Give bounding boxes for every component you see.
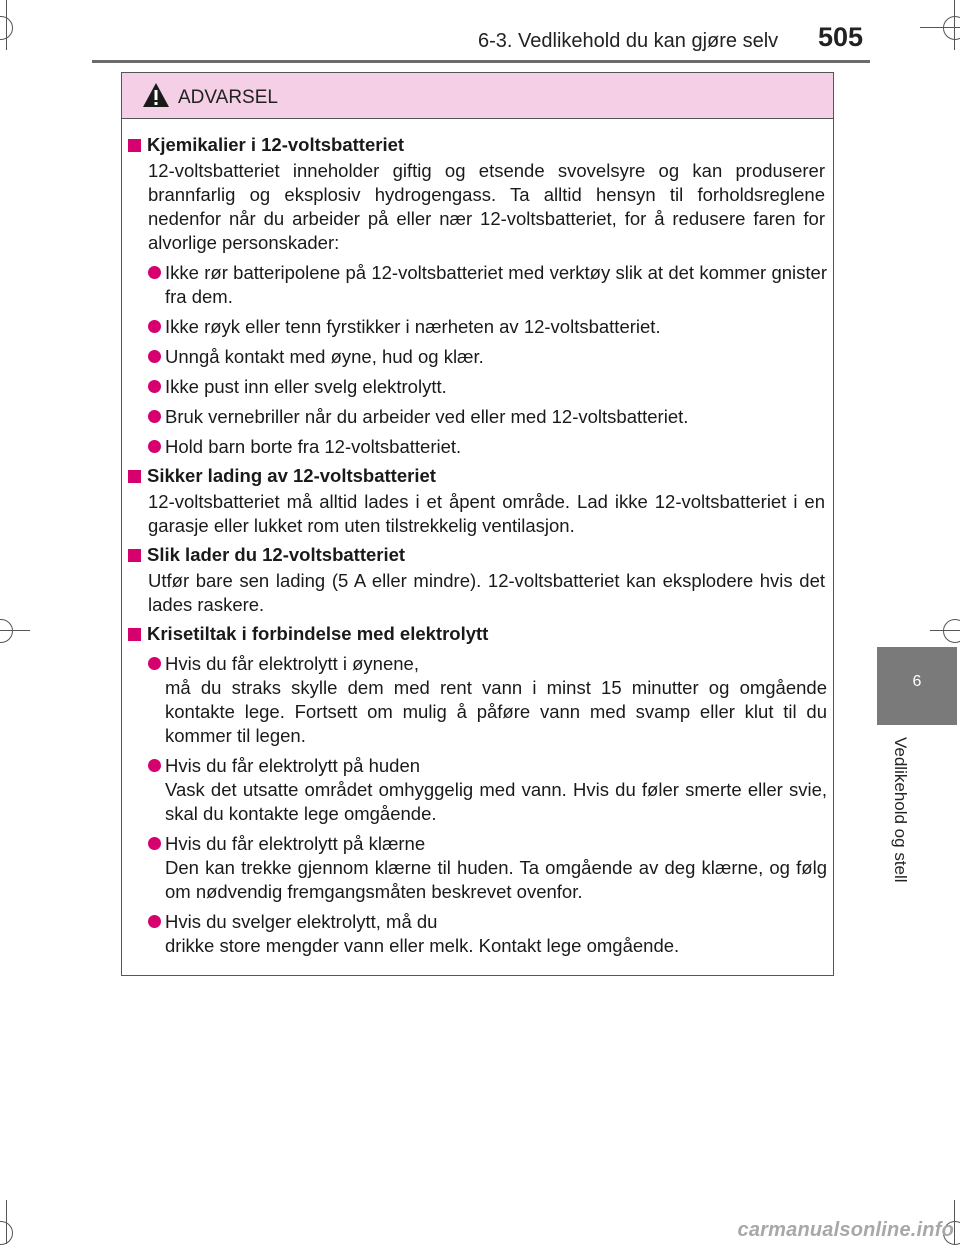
warning-header	[122, 73, 833, 119]
warning-content	[122, 118, 833, 963]
warning-triangle-icon	[142, 82, 170, 108]
round-bullet-icon	[148, 266, 161, 279]
round-bullet-icon	[148, 440, 161, 453]
section-text: 12-voltsbatteriet inneholder giftig og etsende svovelsyre og kan produserer brannfarlig og eksplosiv hydrogengass. Ta alltid hensyn til forholdsreglene nedenfor når du arbeider på eller nær 12-voltsbatteriet, for å redusere faren for alvorlige personskader:	[148, 160, 825, 253]
section-how-to-charge	[128, 543, 827, 617]
section-safe-charging	[128, 464, 827, 538]
crop-circle-mid-left	[0, 619, 13, 643]
section-title: 6-3. Vedlikehold du kan gjøre selv	[478, 30, 779, 52]
round-bullet-icon	[148, 320, 161, 333]
list-item: Ikke rør batteripolene på 12-voltsbatteriet med verktøy slik at det kommer gnister fra dem.	[148, 261, 827, 309]
round-bullet-icon	[148, 657, 161, 670]
round-bullet-icon	[148, 410, 161, 423]
list-item: Hvis du svelger elektrolytt, må du drikke store mengder vann eller melk. Kontakt lege omgående.	[148, 910, 827, 958]
list-item: Unngå kontakt med øyne, hud og klær.	[148, 345, 827, 369]
chapter-number: 6	[912, 673, 922, 690]
section-text: Utfør bare sen lading (5 A eller mindre). 12-voltsbatteriet kan eksplodere hvis det lades raskere.	[148, 570, 825, 615]
square-bullet-icon	[128, 628, 141, 641]
square-bullet-icon	[128, 470, 141, 483]
section-chemicals	[128, 133, 827, 459]
round-bullet-icon	[148, 759, 161, 772]
section-heading: Sikker lading av 12-voltsbatteriet	[128, 464, 827, 488]
list-item: Ikke pust inn eller svelg elektrolytt.	[148, 375, 827, 399]
watermark: carmanualsonline.info	[737, 1219, 954, 1241]
chapter-label: Vedlikehold og stell	[891, 737, 910, 883]
section-heading: Kjemikalier i 12-voltsbatteriet	[128, 133, 827, 157]
page-number: 505	[818, 22, 864, 52]
round-bullet-icon	[148, 915, 161, 928]
square-bullet-icon	[128, 139, 141, 152]
warning-box	[121, 72, 834, 976]
round-bullet-icon	[148, 837, 161, 850]
section-heading: Krisetiltak i forbindelse med elektrolytt	[128, 622, 827, 646]
square-bullet-icon	[128, 549, 141, 562]
warning-label: ADVARSEL	[178, 87, 278, 108]
section-text: 12-voltsbatteriet må alltid lades i et åpent område. Lad ikke 12-voltsbatteriet i en garasje eller lukket rom uten tilstrekkelig ventilasjon.	[148, 491, 825, 536]
list-item: Hvis du får elektrolytt på huden Vask det utsatte området omhyggelig med vann. Hvis du føler smerte eller svie, skal du kontakte lege omgående.	[148, 754, 827, 826]
round-bullet-icon	[148, 380, 161, 393]
header-rule	[92, 60, 870, 63]
crop-circle-top-right	[943, 16, 960, 40]
crop-circle-mid-right	[943, 619, 960, 643]
list-item: Hvis du får elektrolytt i øynene, må du straks skylle dem med rent vann i minst 15 minutter og omgående kontakte lege. Fortsett om mulig å påføre vann med svamp eller klut til du kommer til legen.	[148, 652, 827, 748]
section-emergency	[128, 622, 827, 958]
list-item: Ikke røyk eller tenn fyrstikker i nærheten av 12-voltsbatteriet.	[148, 315, 827, 339]
list-item: Bruk vernebriller når du arbeider ved eller med 12-voltsbatteriet.	[148, 405, 827, 429]
chapter-tab	[877, 647, 957, 725]
list-item: Hold barn borte fra 12-voltsbatteriet.	[148, 435, 827, 459]
section-heading: Slik lader du 12-voltsbatteriet	[128, 543, 827, 567]
list-item: Hvis du får elektrolytt på klærne Den kan trekke gjennom klærne til huden. Ta omgående av deg klærne, og følg om nødvendig fremgangsmåten beskrevet ovenfor.	[148, 832, 827, 904]
round-bullet-icon	[148, 350, 161, 363]
